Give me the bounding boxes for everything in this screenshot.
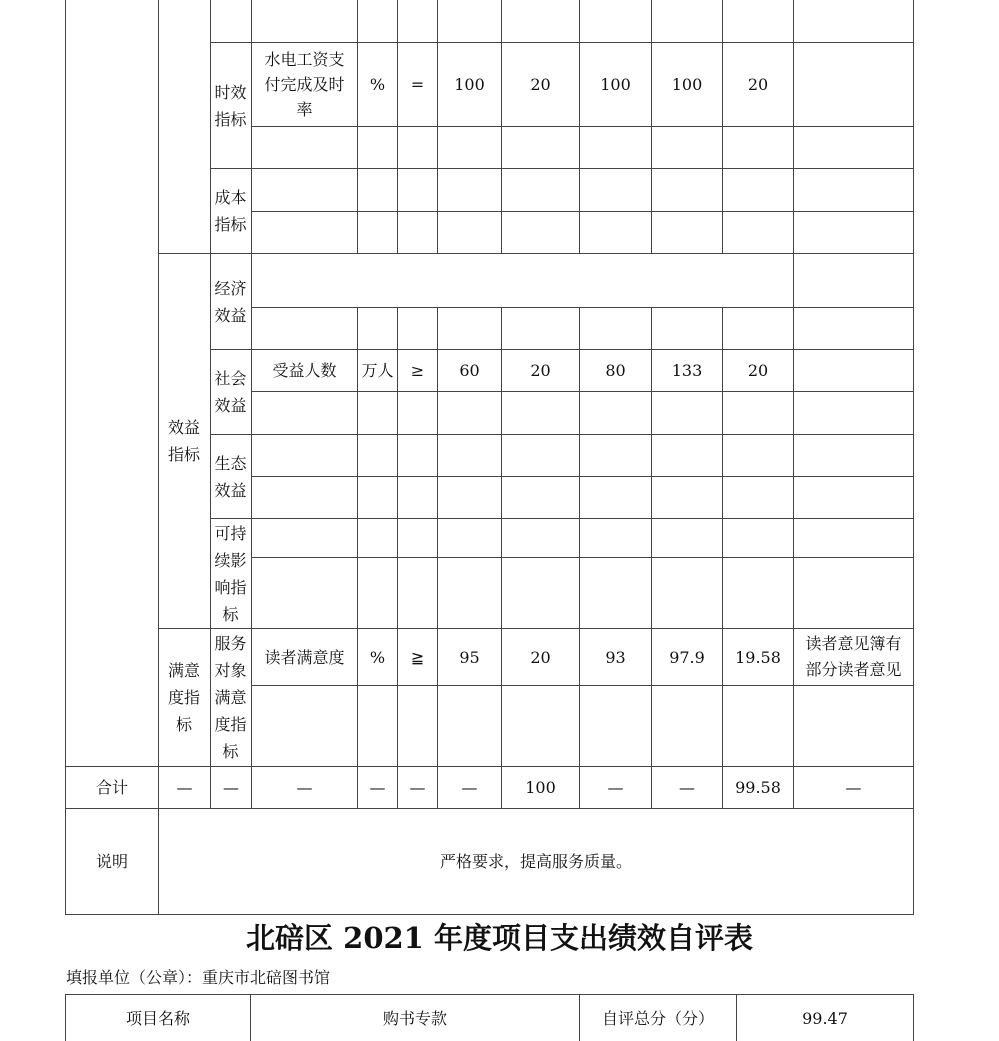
social-actual: 80	[605, 361, 626, 380]
social-weight: 20	[530, 361, 551, 380]
total-dash: —	[176, 778, 193, 797]
satisfaction-indicator: 读者满意度	[264, 647, 345, 667]
satisfaction-label: 服务 对象 满意 度指 标	[214, 634, 247, 761]
note-label: 说明	[95, 852, 128, 871]
satisfaction-operator: ≧	[410, 647, 425, 667]
total-weight: 100	[525, 778, 556, 797]
total-dash: —	[679, 778, 695, 797]
social-score: 20	[747, 361, 769, 380]
total-dash: —	[369, 778, 386, 797]
social-rate: 133	[671, 361, 703, 380]
total-dash: —	[607, 778, 624, 797]
social-label: 社会 效益	[214, 369, 247, 415]
social-remark	[794, 350, 913, 391]
total-score: 99.58	[735, 778, 781, 797]
sustain-label: 可持 续影 响指 标	[214, 523, 247, 624]
note-text: 严格要求，提高服务质量。	[439, 852, 632, 871]
timeliness-rate: 100	[671, 75, 703, 94]
total-dash: —	[461, 778, 478, 797]
timeliness-actual: 100	[600, 75, 631, 94]
timeliness-score: 20	[747, 75, 769, 94]
timeliness-operator: =	[410, 75, 425, 94]
total-dash: —	[296, 778, 313, 797]
timeliness-weight: 20	[530, 75, 551, 94]
satisfaction-actual: 93	[605, 647, 626, 667]
social-operator: ≥	[410, 361, 425, 380]
timeliness-target: 100	[454, 75, 485, 94]
timeliness-unit: %	[369, 75, 386, 94]
total-label: 合计	[95, 778, 128, 797]
satisfaction-score: 19.58	[735, 647, 781, 667]
ecological-label: 生态 效益	[214, 453, 247, 500]
social-indicator: 受益人数	[272, 361, 337, 380]
project-name-label: 项目名称	[125, 1008, 190, 1028]
total-dash: —	[223, 778, 239, 797]
form-title: 北碚区 2021 年度项目支出绩效自评表	[246, 921, 753, 955]
timeliness-remark	[794, 43, 913, 126]
timeliness-indicator: 水电工资支 付完成及时 率	[264, 50, 345, 119]
benefit-group-label: 效益 指标	[167, 418, 200, 464]
total-dash: —	[409, 778, 426, 797]
self-score-value: 99.47	[802, 1008, 848, 1028]
self-score-label: 自评总分（分）	[601, 1008, 714, 1028]
social-unit: 万人	[361, 361, 394, 380]
filing-unit: 填报单位（公章）：重庆市北碚图书馆	[66, 968, 331, 987]
total-dash: —	[845, 778, 862, 797]
economic-label: 经济 效益	[214, 278, 247, 325]
timeliness-label: 时效 指标	[214, 82, 247, 129]
social-target: 60	[459, 361, 480, 380]
satisfaction-weight: 20	[530, 647, 551, 667]
satisfaction-unit: %	[369, 647, 386, 667]
satisfaction-remark: 读者意见簿有 部分读者意见	[805, 634, 902, 679]
satisfaction-group-label: 满意 度指 标	[167, 661, 200, 734]
satisfaction-rate: 97.9	[669, 647, 705, 667]
project-name-value: 购书专款	[382, 1008, 447, 1028]
cost-label: 成本 指标	[214, 188, 247, 234]
satisfaction-target: 95	[459, 647, 480, 667]
